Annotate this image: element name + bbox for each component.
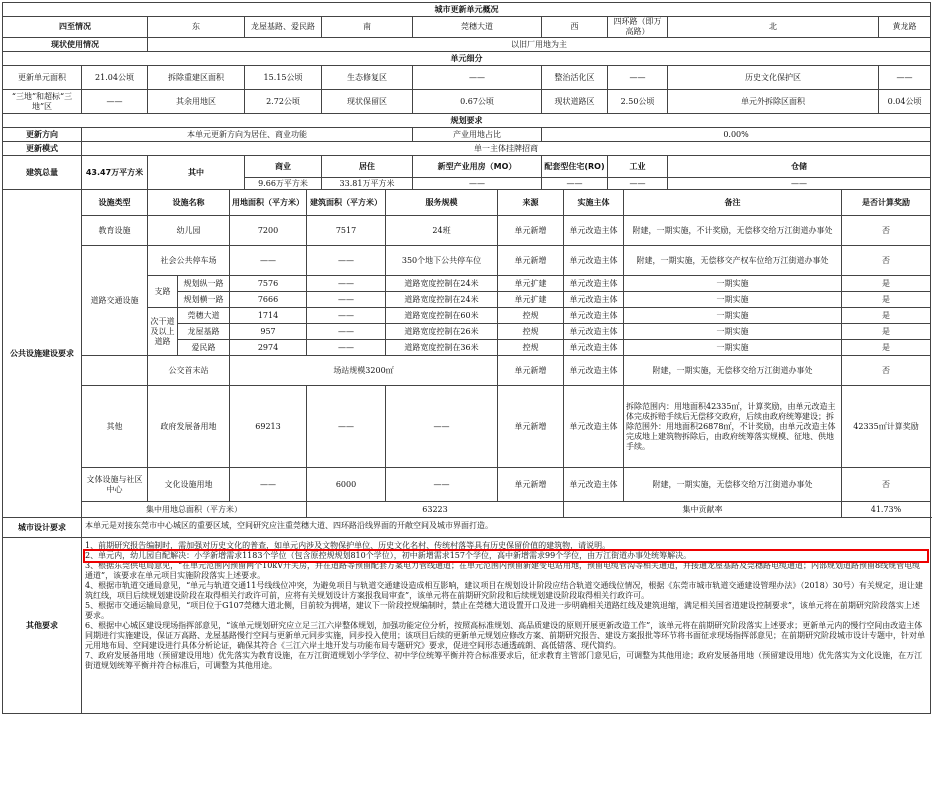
subdivision-cell: 2.50公顷 (608, 90, 668, 114)
facility-name: 爱民路 (178, 340, 230, 356)
building-total: 43.47万平方米 (82, 156, 148, 190)
facility-reward: 是 (842, 324, 931, 340)
trunk-label: 次干道及以上道路 (148, 308, 178, 356)
facility-source: 单元新增 (498, 356, 564, 386)
subdivision-row-2 (3, 90, 931, 114)
facility-note: 一期实施 (624, 276, 842, 292)
subdivision-row-1 (3, 66, 931, 90)
facility-type: 其他 (82, 386, 148, 468)
facility-scale: 道路宽度控制在24米 (386, 276, 498, 292)
table-row (3, 386, 931, 468)
note-item: 7、政府发展备用地（预留建设用地）优先落实为教育设施，在万江街道规划小学学位、初中学位统筹平衡并符合标准要求后，征求教育主管部门意见后，可调整为其他用途；政府发展备用地（预留建设用地）优先落实为文化设施，在万江街道规划统筹平衡并符合标准后，可调整为其他用途。 (85, 651, 923, 670)
subdivision-cell: 现状保留区 (322, 90, 413, 114)
facility-land: 7576 (230, 276, 307, 292)
north-label: 北 (668, 17, 879, 38)
facility-name: 政府发展备用地 (148, 386, 230, 468)
facility-reward: 是 (842, 276, 931, 292)
building-value: —— (413, 178, 542, 190)
subdivision-cell: 15.15公顷 (245, 66, 322, 90)
total-value: 63223 (307, 502, 564, 518)
facility-build: 7517 (307, 216, 386, 246)
facility-actor: 单元改造主体 (564, 216, 624, 246)
facility-head: 是否计算奖励 (842, 190, 931, 216)
mode-value: 单一主体挂牌招商 (82, 142, 931, 156)
current-use-label: 现状使用情况 (3, 38, 148, 52)
facility-note: 一期实施 (624, 340, 842, 356)
subdivision-cell: 历史文化保护区 (668, 66, 879, 90)
facility-actor: 单元改造主体 (564, 356, 624, 386)
west-label: 西 (542, 17, 608, 38)
south-label: 南 (322, 17, 413, 38)
renewal-unit-table (2, 2, 931, 190)
subdivision-cell: —— (879, 66, 931, 90)
facility-build: 6000 (307, 468, 386, 502)
facility-head: 设施类型 (82, 190, 148, 216)
subdivision-title: 单元细分 (3, 52, 931, 66)
facility-actor: 单元改造主体 (564, 276, 624, 292)
facilities-label: 公共设施建设要求 (3, 190, 82, 518)
facility-land: 1714 (230, 308, 307, 324)
subdivision-cell: 其余用地区 (148, 90, 245, 114)
total-label: 集中用地总面积（平方米） (82, 502, 307, 518)
other-req-notes (82, 538, 931, 714)
facility-reward: 42335㎡计算奖励 (842, 386, 931, 468)
building-value: 33.81万平方米 (322, 178, 413, 190)
facility-reward: 是 (842, 308, 931, 324)
facility-source: 控规 (498, 324, 564, 340)
facility-source: 单元新增 (498, 216, 564, 246)
facility-name: 规划横一路 (178, 292, 230, 308)
building-head: 仓储 (668, 156, 931, 178)
facility-source: 控规 (498, 340, 564, 356)
subdivision-cell: 更新单元面积 (3, 66, 82, 90)
planning-title: 规划要求 (3, 114, 931, 128)
north-value: 黄龙路 (879, 17, 931, 38)
subdivision-cell: 21.04公顷 (82, 66, 148, 90)
facility-source: 单元扩建 (498, 276, 564, 292)
facility-scale: 道路宽度控制在24米 (386, 292, 498, 308)
building-head: 新型产业用房（MO） (413, 156, 542, 178)
facility-note: 一期实施 (624, 324, 842, 340)
facility-land: 7200 (230, 216, 307, 246)
facility-scale: 道路宽度控制在60米 (386, 308, 498, 324)
subdivision-cell: “三地”和超标“三地”区 (3, 90, 82, 114)
facility-name: 幼儿园 (148, 216, 230, 246)
building-head: 配套型住宅(RO) (542, 156, 608, 178)
industry-value: 0.00% (542, 128, 931, 142)
subdivision-cell: 现状道路区 (542, 90, 608, 114)
facility-source: 单元新增 (498, 468, 564, 502)
current-use-value: 以旧厂用地为主 (148, 38, 931, 52)
table-row (3, 468, 931, 502)
facility-scale: 场站规模3200㎡ (230, 356, 498, 386)
facility-note: 附建，一期实施，不计奖励，无偿移交给万江街道办事处 (624, 216, 842, 246)
contrib-label: 集中贡献率 (564, 502, 842, 518)
mode-label: 更新模式 (3, 142, 82, 156)
west-value: 四环路（即万高路） (608, 17, 668, 38)
south-value: 莞穗大道 (413, 17, 542, 38)
note-item-highlighted: 2、单元内，幼儿园自配解决：小学新增需求1183个学位（包含原控规规划810个学位），初中新增需求157个学位，高中新增需求99个学位，由万江街道办事处统筹解决。 (85, 551, 927, 561)
facility-actor: 单元改造主体 (564, 468, 624, 502)
facility-name: 龙屋基路 (178, 324, 230, 340)
building-of-which: 其中 (148, 156, 245, 190)
table-row (3, 246, 931, 276)
facility-name: 文化设施用地 (148, 468, 230, 502)
surroundings-row (3, 17, 931, 38)
subdivision-cell: 单元外拆除区面积 (668, 90, 879, 114)
facility-note: 附建，一期实施，无偿移交给万江街道办事处 (624, 356, 842, 386)
facility-actor: 单元改造主体 (564, 292, 624, 308)
building-head: 居住 (322, 156, 413, 178)
facility-name: 莞穗大道 (178, 308, 230, 324)
building-label: 建筑总量 (3, 156, 82, 190)
facilities-table (2, 189, 931, 518)
building-value: —— (608, 178, 668, 190)
building-value: 9.66万平方米 (245, 178, 322, 190)
facility-scale: 道路宽度控制在26米 (386, 324, 498, 340)
facility-note: 附建，一期实施，无偿移交产权车位给万江街道办事处 (624, 246, 842, 276)
facility-build: —— (307, 386, 386, 468)
facility-reward: 否 (842, 216, 931, 246)
facility-note: 附建，一期实施，无偿移交给万江街道办事处 (624, 468, 842, 502)
subdivision-cell: —— (82, 90, 148, 114)
facility-actor: 单元改造主体 (564, 308, 624, 324)
subdivision-cell: —— (413, 66, 542, 90)
facility-scale: 350个地下公共停车位 (386, 246, 498, 276)
surroundings-label: 四至情况 (3, 17, 148, 38)
facility-source: 单元扩建 (498, 292, 564, 308)
facility-head: 备注 (624, 190, 842, 216)
branch-label: 支路 (148, 276, 178, 308)
subdivision-cell: 0.67公顷 (413, 90, 542, 114)
subdivision-cell: 拆除重建区面积 (148, 66, 245, 90)
subdivision-cell: 0.04公顷 (879, 90, 931, 114)
facility-build: —— (307, 292, 386, 308)
design-label: 城市设计要求 (3, 518, 82, 538)
facility-build: —— (307, 340, 386, 356)
facility-land: 957 (230, 324, 307, 340)
subdivision-cell: 2.72公顷 (245, 90, 322, 114)
facility-land: —— (230, 246, 307, 276)
facility-build: —— (307, 308, 386, 324)
facility-head: 实施主体 (564, 190, 624, 216)
subdivision-cell: 生态修复区 (322, 66, 413, 90)
table-row (3, 356, 931, 386)
building-value: —— (668, 178, 931, 190)
facility-note: 一期实施 (624, 308, 842, 324)
facility-name: 社会公共停车场 (148, 246, 230, 276)
building-value: —— (542, 178, 608, 190)
facility-name: 公交首末站 (148, 356, 230, 386)
facility-reward: 否 (842, 246, 931, 276)
facility-build: —— (307, 324, 386, 340)
total-row (3, 502, 931, 518)
facility-land: 2974 (230, 340, 307, 356)
note-item: 3、根据东莞供电局意见，“在单元范围内预留两个10kV开关房，并在道路等预留配套方案电力管线通道；在单元范围内预留新建变电站用地，预留电缆管沟等相关通道，并接通龙屋基路及莞穗路电缆通道；内部规划道路预留8线规管电缆通道”，该要求在单元项目实施阶段落实上述要求。 (85, 561, 921, 580)
requirements-table (2, 517, 931, 714)
facility-note: 一期实施 (624, 292, 842, 308)
facility-reward: 是 (842, 292, 931, 308)
design-value: 本单元是对接东莞市中心城区的重要区域，空间研究应注重莞穗大道、四环路沿线界面的开敞空间及城市界面打造。 (82, 518, 931, 538)
direction-label: 更新方向 (3, 128, 82, 142)
facility-scale: 24班 (386, 216, 498, 246)
facility-source: 控规 (498, 308, 564, 324)
facility-source: 单元新增 (498, 386, 564, 468)
facility-build: —— (307, 246, 386, 276)
facility-head: 设施名称 (148, 190, 230, 216)
note-item: 1、前期研究报告编制时，需加强对历史文化的普查，如单元内涉及文物保护单位、历史文化名村、传统村落等具有历史保留价值的建筑物，请说明。 (85, 541, 611, 550)
facility-land: 69213 (230, 386, 307, 468)
table-row (3, 216, 931, 246)
facility-land: 7666 (230, 292, 307, 308)
facility-name: 规划纵一路 (178, 276, 230, 292)
subdivision-cell: 整治活化区 (542, 66, 608, 90)
facility-head: 用地面积（平方米） (230, 190, 307, 216)
direction-value: 本单元更新方向为居住、商业功能 (82, 128, 413, 142)
facility-scale: 道路宽度控制在36米 (386, 340, 498, 356)
industry-label: 产业用地占比 (413, 128, 542, 142)
note-item: 5、根据市交通运输局意见，“项目位于G107莞穗大道北侧，目前较为拥堵，建议下一阶段控规编制时，禁止在莞穗大道设置开口及进一步明确相关道路红线及建筑退缩，满足相关国省道建设控制要求”，该单元将在前期研究阶段落实上述要求。 (85, 601, 920, 620)
facility-actor: 单元改造主体 (564, 324, 624, 340)
facility-head: 建筑面积（平方米） (307, 190, 386, 216)
facility-scale: —— (386, 386, 498, 468)
facility-type: 教育设施 (82, 216, 148, 246)
facility-build: —— (307, 276, 386, 292)
facilities-header-row (3, 190, 931, 216)
facility-reward: 是 (842, 340, 931, 356)
east-label: 东 (148, 17, 245, 38)
facility-actor: 单元改造主体 (564, 246, 624, 276)
subdivision-cell: —— (608, 66, 668, 90)
table-title: 城市更新单元概况 (3, 3, 931, 17)
facility-type: 道路交通设施 (82, 246, 148, 356)
building-head: 商业 (245, 156, 322, 178)
facility-scale: —— (386, 468, 498, 502)
facility-note: 拆除范围内：用地面积42335㎡，计算奖励，由单元改造主体完成拆赔手续后无偿移交政府，后续由政府统筹建设；拆除范围外：用地面积26878㎡，不计奖励，由单元改造主体完成地上建筑物拆除后，由政府统筹落实规模、征地、供地手续。 (624, 386, 842, 468)
east-value: 龙屋基路、爱民路 (245, 17, 322, 38)
note-item: 4、根据市轨道交通局意见，“单元与轨道交通11号线线位冲突，为避免项目与轨道交通建设造成相互影响，建议项目在规划设计阶段应结合轨道交通线位情况，根据《东莞市城市轨道交通建设管理办法》（2018）30号）有关规定，退让建筑红线，项目后续规划建设阶段在取得相关行政许可前，应将有关规划设计方案报我局审查”，该单元将在前期研究阶段和后续规划建设阶段取得相关行政许可。 (85, 581, 923, 600)
facility-head: 来源 (498, 190, 564, 216)
facility-land: —— (230, 468, 307, 502)
contrib-value: 41.73% (842, 502, 931, 518)
facility-source: 单元新增 (498, 246, 564, 276)
other-req-label: 其他要求 (3, 538, 82, 714)
building-head: 工业 (608, 156, 668, 178)
facility-actor: 单元改造主体 (564, 340, 624, 356)
facility-reward: 否 (842, 468, 931, 502)
facility-type: 文体设施与社区中心 (82, 468, 148, 502)
facility-reward: 否 (842, 356, 931, 386)
facility-type-empty (82, 356, 148, 386)
facility-actor: 单元改造主体 (564, 386, 624, 468)
note-item: 6、根据中心城区建设现场指挥部意见，“该单元规划研究应立足三江六岸整体规划，加强功能定位分析，按照高标准规划、高品质建设的原则开展更新改造工作”，该单元将在前期研究阶段落实上述要求；更新单元内的慢行空间由改造主体同期进行实施建设，保证万高路、龙屋基路慢行空间与更新单元同步实施，同步投入使用；该项目后续的更新单元规划应修改方案、前期研究报告、建设方案报批等环节将书面征求现场指挥部意见；在前期研究阶段城市设计专题中，针对单元用地布局、空间建设进行具体分析论证，确保其符合《三江六岸土地开发与功能布局专题研究》要求，促进空间形态通透疏朗、高低错落、现代简约。 (85, 621, 925, 650)
facility-head: 服务规模 (386, 190, 498, 216)
